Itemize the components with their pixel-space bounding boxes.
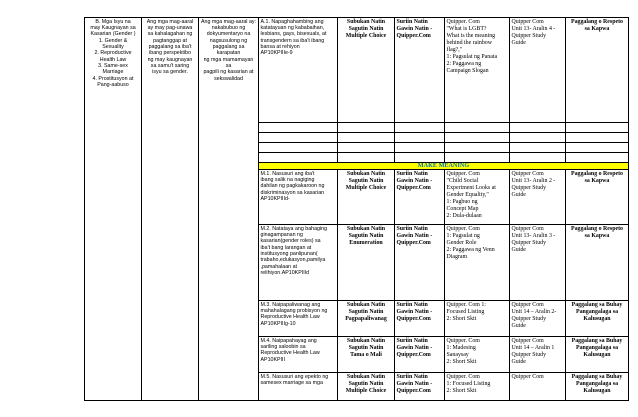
empty-cell [510, 153, 566, 163]
competency-cell: M.3. Naipapaliwanag ang mahahalagang probisyon ng Reproductive Health Law AP10KPIIIg-10 [259, 301, 338, 337]
strategy-cell: Subukan Natin Sagutin Natin Multiple Choice [338, 170, 395, 225]
empty-cell [445, 123, 510, 133]
empty-cell [338, 143, 395, 153]
values-cell: Paggalang o Respeto sa Kapwa [566, 18, 629, 123]
competency-cell: M.4. Naipapahayag ang sariling saloobin sa Reproductive Health Law AP10KPIII [259, 337, 338, 373]
strategy-cell: Subukan Natin Sagutin Natin Multiple Choice [338, 373, 395, 401]
competency-cell: M.2. Natataya ang bahaging ginagampanan ng kasarian(gender roles) sa iba't bang larangan at institusyong panlipunan( trabaho,edukasyon,pamilya ,pamahalaan at relihiyon.AP10KPIIId [259, 225, 338, 301]
activity-cell: Suriin Natin Gawin Natin - Quipper.Com [395, 18, 445, 123]
curriculum-table [84, 17, 629, 401]
resources-cell: Quipper Com Unit 13- Aralin 3 - Quipper Study Guide [510, 225, 566, 301]
empty-cell [338, 123, 395, 133]
resources-cell: Quipper Com Unit 14 – Aralin 1 Quipper Study Guide [510, 337, 566, 373]
activity-cell: Suriin Natin Gawin Natin - Quipper.Com [395, 170, 445, 225]
assessment-cell: Quipper. Com "Child Social Experiment Looks at Gender Equality," 1: Pagbuo ng Concept Map 2: Dula-dulaan [445, 170, 510, 225]
strategy-cell: Subukan Natin Sagutin Natin Multiple Choice [338, 18, 395, 123]
values-cell: Paggalang o Respeto sa Kapwa [566, 170, 629, 225]
empty-cell [566, 143, 629, 153]
resources-cell: Quipper Com Unit 14 – Aralin 2- Quipper Study Guide [510, 301, 566, 337]
empty-cell [566, 153, 629, 163]
assessment-cell: Quipper. Com "What is LGBT? What is the meaning behind the rainbow flag?," 1: Pagsulat ng Panata 2: Paggawa ng Campaign Slogan [445, 18, 510, 123]
activity-cell: Suriin Natin Gawin Natin - Quipper.Com [395, 225, 445, 301]
section-label: MAKE MEANING [259, 163, 629, 170]
performance-standard-cell: Ang mga mag-aaral ay: nakabubuo ng dokyumentaryo na nagsusulong ng paggalang sa karapatan ng mga mamamayan sa pagpili ng kasarian at sekswalidad [199, 18, 259, 401]
empty-cell [338, 153, 395, 163]
competency-cell: M.1. Nasusuri ang iba't ibang salik na nagiging dahilan ng pagkakaroon ng diskriminasyon sa kasarian AP10KPIIId- [259, 170, 338, 225]
empty-cell [510, 123, 566, 133]
competency-cell: M.5. Nasusuri ang epekto ng samesex marriage sa mga [259, 373, 338, 401]
competency-cell: A.1. Napaghahambing ang katatayuan ng kababaihan, lesbians, gays, bisexuals, at transgendern sa iba't ibang bansa at rehiyon AP10KPIIIe-9 [259, 18, 338, 123]
assessment-cell: Quipper. Com 1: Pagsulat ng Gender Role 2: Paggawa ng Venn Diagram [445, 225, 510, 301]
values-cell: Paggalang sa Buhay Pangangalaga sa Kalusugan [566, 373, 629, 401]
resources-cell: Quipper Com Unit 13- Aralin 4 - Quipper Study Guide [510, 18, 566, 123]
strategy-cell: Subukan Natin Sagutin Natin Tama o Mali [338, 337, 395, 373]
assessment-cell: Quipper. Com 1: Focused Listing 2: Short Skit [445, 301, 510, 337]
content-standard-cell: Ang mga mag-aaral ay may pag-unawa sa kahalagahan ng pagtanggap at paggalang sa iba't ibang perspektibo ng may kaugnayan sa samu't saring isyu sa gender. [142, 18, 199, 401]
empty-cell [445, 143, 510, 153]
empty-cell [259, 123, 338, 133]
empty-cell [395, 153, 445, 163]
activity-cell: Suriin Natin Gawin Natin - Quipper.Com [395, 301, 445, 337]
empty-cell [259, 133, 338, 143]
empty-cell [395, 133, 445, 143]
empty-cell [259, 143, 338, 153]
content-topic-cell: B. Mga Isyu na may Kaugnayan sa Kasarian (Gender ) 1. Gender & Sexuality 2. Reproductive Health Law 3. Same-sex Marriage 4. Prostitusyon at Pang-aabuso [85, 18, 142, 401]
empty-cell [445, 153, 510, 163]
activity-cell: Suriin Natin Gawin Natin - Quipper.Com [395, 373, 445, 401]
resources-cell: Quipper Com [510, 373, 566, 401]
values-cell: Paggalang sa Buhay Pangangalaga sa Kalusugan [566, 337, 629, 373]
empty-cell [259, 153, 338, 163]
values-cell: Paggalang o Respeto sa Kapwa [566, 225, 629, 301]
strategy-cell: Subukan Natin Sagutin Natin Enumeration [338, 225, 395, 301]
empty-cell [566, 123, 629, 133]
empty-cell [445, 133, 510, 143]
empty-cell [338, 133, 395, 143]
resources-cell: Quipper Com Unit 13- Aralin 2 - Quipper Study Guide [510, 170, 566, 225]
empty-cell [510, 143, 566, 153]
empty-cell [510, 133, 566, 143]
empty-cell [566, 133, 629, 143]
assessment-cell: Quipper. Com 1: Focused Listing 2: Short Skit [445, 373, 510, 401]
table-row [85, 18, 629, 123]
activity-cell: Suriin Natin Gawin Natin - Quipper.Com [395, 337, 445, 373]
empty-cell [395, 143, 445, 153]
assessment-cell: Quipper. Com 1: Madesing Sanaysay 2: Short Skit [445, 337, 510, 373]
strategy-cell: Subukan Natin Sagutin Natin Pagpapaliwanag [338, 301, 395, 337]
empty-cell [395, 123, 445, 133]
values-cell: Paggalang sa Buhay Pangangalaga sa Kalusugan [566, 301, 629, 337]
